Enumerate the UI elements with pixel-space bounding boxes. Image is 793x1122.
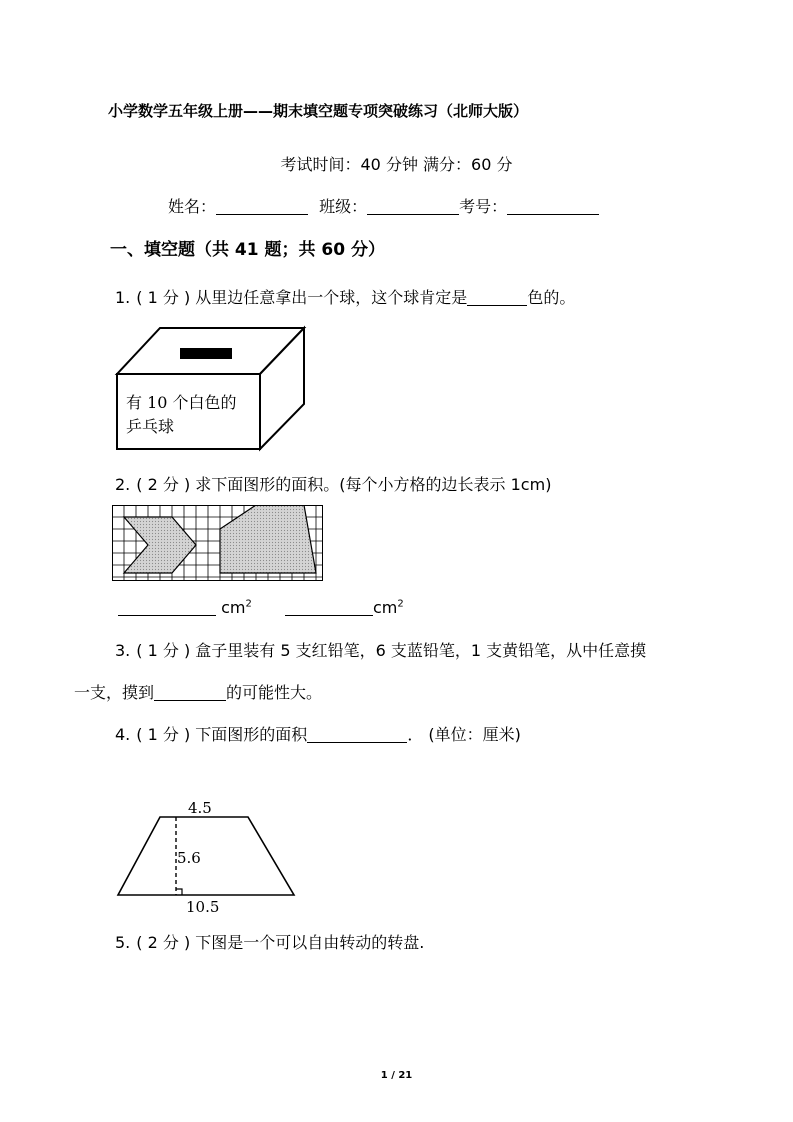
- q3-blank[interactable]: [154, 684, 226, 701]
- question-1: [115, 285, 575, 308]
- q4-number: 4.: [115, 725, 131, 744]
- q4-text-after: ． (单位：厘米): [407, 725, 521, 744]
- q3-number: 3.: [115, 641, 131, 660]
- q1-number: 1.: [115, 288, 131, 307]
- question-5: [115, 930, 424, 953]
- question-4: [115, 722, 521, 745]
- q2-number: 2.: [115, 475, 131, 494]
- q1-score: ( 1 分 ): [136, 288, 191, 307]
- name-label: 姓名：: [168, 197, 217, 216]
- exam-meta: 考试时间：40 分钟 满分：60 分: [280, 155, 513, 174]
- q2-unit-1: cm: [221, 598, 246, 617]
- q3-score: ( 1 分 ): [136, 641, 191, 660]
- q2-unit-2-exp: 2: [397, 598, 404, 610]
- page-number: 1 / 21: [380, 1070, 413, 1081]
- q4-label-bottom: 10.5: [186, 898, 220, 916]
- q2-unit-2: cm: [372, 598, 398, 617]
- q5-score: ( 2 分 ): [136, 933, 191, 952]
- q5-number: 5.: [115, 933, 131, 952]
- q4-label-height: 5.6: [177, 849, 201, 867]
- q4-trapezoid-figure: [112, 795, 312, 920]
- q5-text: 下图是一个可以自由转动的转盘.: [195, 933, 425, 952]
- q1-box-figure: [112, 322, 312, 452]
- q1-blank[interactable]: [467, 289, 527, 306]
- q2-answers: [118, 598, 404, 617]
- id-blank[interactable]: [507, 198, 599, 215]
- q4-score: ( 1 分 ): [136, 725, 191, 744]
- name-blank[interactable]: [216, 198, 308, 215]
- q2-pentagon-shape: [220, 505, 316, 573]
- q1-text: 从里边任意拿出一个球，这个球肯定是: [195, 288, 468, 307]
- q4-label-top: 4.5: [188, 799, 212, 817]
- question-3: [115, 638, 646, 661]
- page-title: 小学数学五年级上册——期末填空题专项突破练习（北师大版）: [108, 102, 529, 120]
- q2-unit-1-exp: 2: [245, 598, 252, 610]
- class-label: 班级：: [319, 197, 368, 216]
- q2-text: 求下面图形的面积。(每个小方格的边长表示 1cm): [195, 475, 552, 494]
- q2-blank-1[interactable]: [118, 599, 216, 616]
- q3-text-after: 的可能性大。: [226, 683, 323, 702]
- q1-box-label-line2: 乒乓球: [126, 417, 175, 436]
- q2-grid-figure: [112, 505, 327, 583]
- q2-score: ( 2 分 ): [136, 475, 191, 494]
- q1-text-after: 色的。: [527, 288, 576, 307]
- q2-arrow-shape: [124, 517, 196, 573]
- q4-blank[interactable]: [307, 726, 407, 743]
- class-blank[interactable]: [367, 198, 459, 215]
- q3-text-line2: 一支，摸到: [74, 683, 155, 702]
- q1-box-label-line1: 有 10 个白色的: [126, 393, 237, 412]
- question-3-line2: [74, 680, 322, 703]
- q3-text-line1: 盒子里装有 5 支红铅笔，6 支蓝铅笔，1 支黄铅笔，从中任意摸: [195, 641, 647, 660]
- q4-text: 下面图形的面积: [195, 725, 308, 744]
- student-fields: [168, 194, 599, 217]
- question-2: [115, 472, 551, 495]
- section-heading: 一、填空题（共 41 题；共 60 分）: [110, 240, 385, 260]
- id-label: 考号：: [459, 197, 508, 216]
- q2-blank-2[interactable]: [285, 599, 373, 616]
